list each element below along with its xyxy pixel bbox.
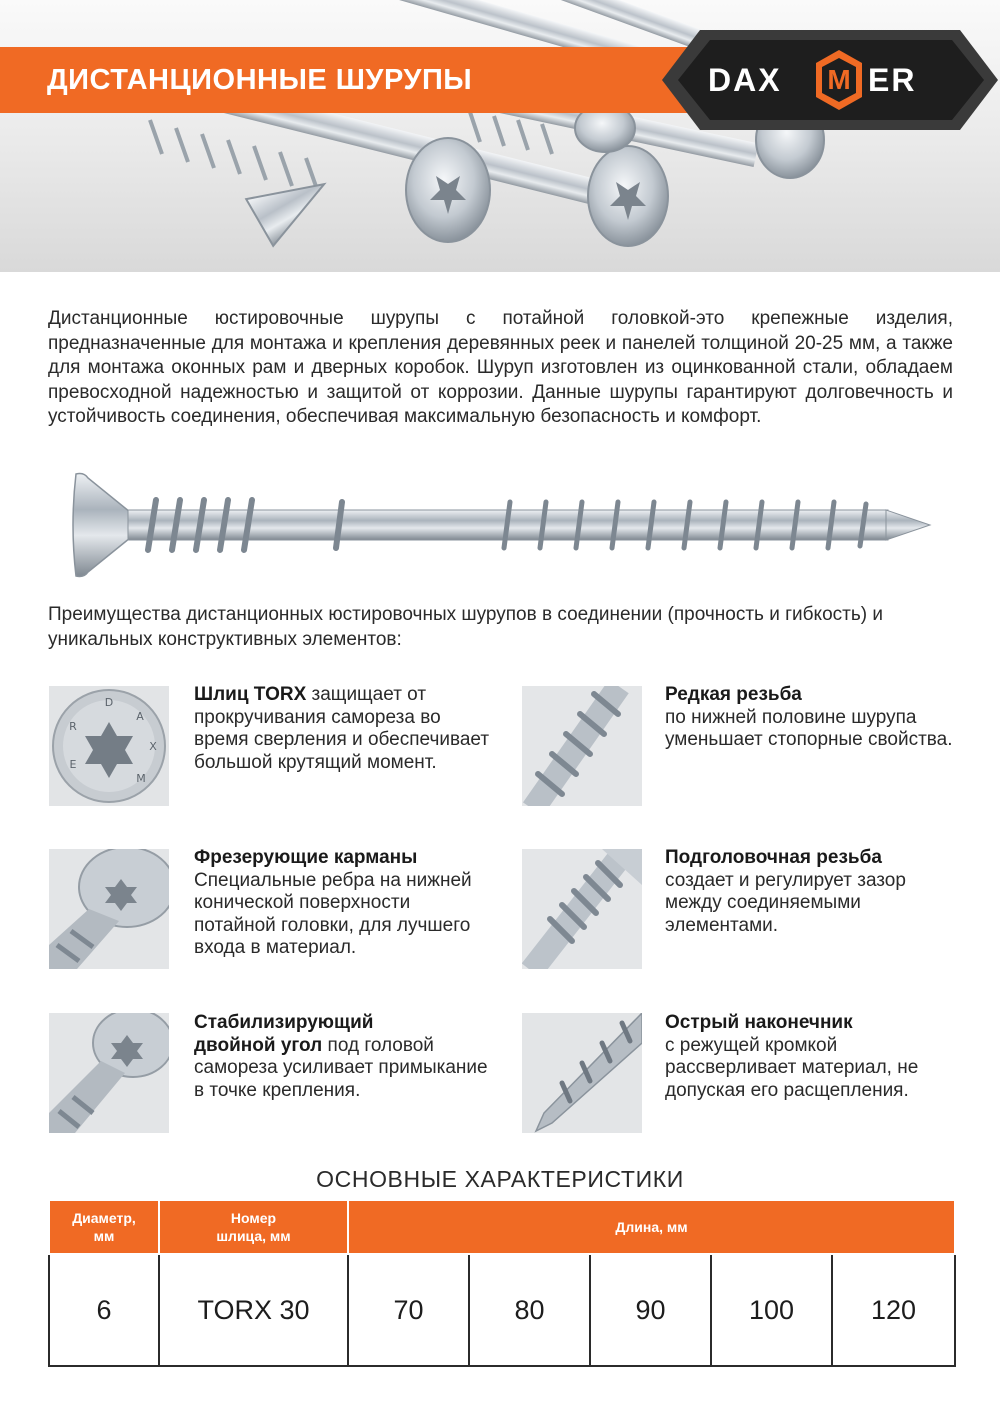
specs-table xyxy=(48,1199,956,1367)
intro-paragraph: Дистанционные юстировочные шурупы с потайной головкой-это крепежные изделия, предназначенные для монтажа и крепления деревянных реек и панелей толщиной 20-25 мм, а также для монтажа оконных рам и дверных коробок. Шуруп изготовлен из оцинкованной стали, обладаем превосходной надежностью и защитой от коррозии. Данные шурупы гарантируют долговечность и устойчивость соединения, обеспечивая максимальную безопасность и комфорт. xyxy=(48,308,953,427)
feature-title-2: двойной угол xyxy=(194,1034,323,1056)
specs-title: ОСНОВНЫЕ ХАРАКТЕРИСТИКИ xyxy=(316,1166,684,1192)
cell-length: 100 xyxy=(711,1254,832,1366)
cell-diameter: 6 xyxy=(49,1254,159,1366)
feature-sharp-tip xyxy=(665,1012,965,1102)
torx-head-icon xyxy=(49,686,169,806)
advantages-intro: Преимущества дистанционных юстировочных шурупов в соединении (прочность и гибкость) и уникальных конструктивных элементов: xyxy=(48,604,883,650)
countersunk-head-icon xyxy=(49,849,169,969)
header-diameter-line1: Диаметр, xyxy=(72,1210,136,1226)
under-head-thread-photo xyxy=(522,849,642,969)
head-letter: E xyxy=(69,758,77,771)
under-head-thread-icon xyxy=(522,849,642,969)
feature-desc: под головой самореза усиливает примыкание в точке крепления. xyxy=(194,1034,488,1101)
logo-text-mid: M xyxy=(827,64,851,95)
feature-double-angle xyxy=(194,1012,494,1102)
head-letter: R xyxy=(69,720,77,733)
feature-desc: по нижней половине шурупа уменьшает стопорные свойства. xyxy=(665,706,953,750)
sharp-tip-icon xyxy=(522,1013,642,1133)
feature-title: Острый наконечник xyxy=(665,1012,853,1033)
feature-torx xyxy=(194,684,494,774)
specs-header-row xyxy=(49,1200,955,1254)
cell-slot: TORX 30 xyxy=(159,1254,348,1366)
header-length: Длина, мм xyxy=(348,1200,955,1254)
logo-text-right: ER xyxy=(868,62,917,98)
cell-length: 80 xyxy=(469,1254,590,1366)
feature-title: Фрезерующие карманы xyxy=(194,847,418,868)
sharp-tip-photo xyxy=(522,1013,642,1133)
feature-desc: Специальные ребра на нижней конической поверхности потайной головки, для лучшего входа в материал. xyxy=(194,869,472,958)
header-slot-line1: Номер xyxy=(230,1210,277,1226)
head-letter: X xyxy=(149,740,157,753)
double-angle-icon xyxy=(49,1013,169,1133)
feature-title: Стабилизирующий xyxy=(194,1012,374,1033)
feature-title: Редкая резьба xyxy=(665,684,802,705)
header-diameter-line2: мм xyxy=(93,1228,115,1244)
header-slot xyxy=(159,1200,348,1254)
head-letter: A xyxy=(136,710,144,723)
feature-title: Подголовочная резьба xyxy=(665,847,882,868)
feature-sparse-thread xyxy=(665,684,965,752)
thread-icon xyxy=(522,686,642,806)
double-angle-photo xyxy=(49,1013,169,1133)
feature-under-head-thread xyxy=(665,847,965,937)
cell-length: 120 xyxy=(832,1254,955,1366)
feature-desc: создает и регулирует зазор между соединяемыми элементами. xyxy=(665,869,906,936)
feature-milling-pockets xyxy=(194,847,494,960)
torx-head-photo xyxy=(49,686,169,806)
head-letter: M xyxy=(136,772,146,785)
feature-desc: с режущей кромкой рассверливает материал, не допуская его расщепления. xyxy=(665,1034,919,1101)
sparse-thread-photo xyxy=(522,686,642,806)
daxmer-logo xyxy=(660,28,1000,132)
feature-title: Шлиц TORX xyxy=(194,684,307,705)
specs-value-row xyxy=(49,1254,955,1366)
cell-length: 90 xyxy=(590,1254,711,1366)
head-letter: D xyxy=(104,696,114,709)
page-title: ДИСТАНЦИОННЫЕ ШУРУПЫ xyxy=(47,64,473,96)
feature-desc: защищает от прокручивания самореза во время сверления и обеспечивает большой крутящий момент. xyxy=(194,684,490,773)
header-diameter xyxy=(49,1200,159,1254)
logo-text-left: DAX xyxy=(708,62,782,98)
milling-pockets-photo xyxy=(49,849,169,969)
cell-length: 70 xyxy=(348,1254,469,1366)
screw-illustration xyxy=(60,470,940,580)
header-slot-line2: шлица, мм xyxy=(216,1228,291,1244)
